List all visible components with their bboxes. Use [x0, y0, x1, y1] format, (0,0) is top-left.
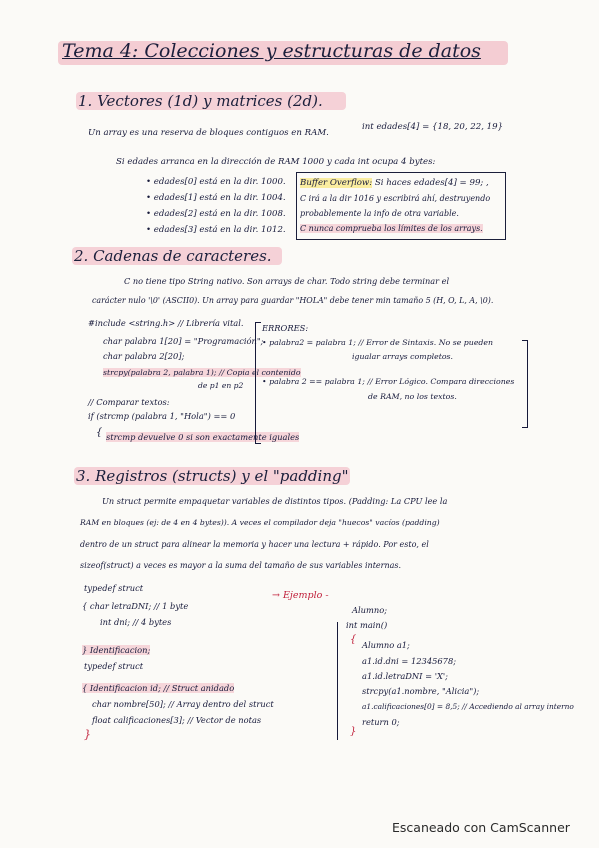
- scanner-footer: Escaneado con CamScanner: [392, 820, 570, 835]
- error-line: • palabra2 = palabra 1; // Error de Sintaxis. No se pueden: [262, 338, 494, 347]
- error-line: • palabra 2 == palabra 1; // Error Lógico. Compara direcciones: [262, 377, 515, 386]
- overflow-line: Si haces edades[4] = 99; ,: [374, 178, 489, 188]
- section3-line: Un struct permite empaquetar variables de distintos tipos. (Padding: La CPU lee la: [102, 496, 448, 506]
- code-line: #include <string.h> // Librería vital.: [88, 318, 244, 328]
- section2-line: C no tiene tipo String nativo. Son arrays de char. Todo string debe terminar el: [124, 276, 450, 286]
- divider-line: [337, 622, 338, 740]
- overflow-title: Buffer Overflow:: [300, 178, 373, 188]
- overflow-title-row: [300, 178, 489, 188]
- address-line: • edades[0] está en la dir. 1000.: [146, 177, 286, 187]
- struct-code-line: } Identificacion;: [82, 645, 151, 655]
- main-code-line: a1.calificaciones[0] = 8,5; // Accediendo al array interno: [362, 702, 574, 711]
- section3-line: RAM en bloques (ej: de 4 en 4 bytes)). A veces el compilador deja "huecos" vacíos (padding): [80, 518, 440, 527]
- address-line: • edades[2] está en la dir. 1008.: [146, 209, 286, 219]
- code-line: char palabra 1[20] = "Programación";: [103, 336, 264, 346]
- struct-code-line: int dni; // 4 bytes: [100, 617, 172, 627]
- section2-line: carácter nulo '\0' (ASCII0). Un array para guardar "HOLA" debe tener min tamaño 5 (H, O, L, A, \0).: [92, 296, 494, 305]
- main-code-line: a1.id.letraDNI = 'X';: [362, 671, 448, 681]
- section3-heading: 3. Registros (structs) y el "padding": [76, 467, 349, 485]
- struct-code-line: char nombre[50]; // Array dentro del struct: [92, 699, 274, 709]
- errors-title: ERRORES:: [262, 323, 309, 333]
- overflow-line: C nunca comprueba los límites de los arrays.: [300, 224, 483, 233]
- main-code-brace: {: [350, 634, 357, 645]
- main-code-line: int main(): [346, 620, 388, 630]
- example-label: → Ejemplo -: [272, 590, 329, 601]
- code-line: strcpy(palabra 2, palabra 1); // Copia el contenido: [103, 368, 301, 377]
- section1-intro-code: int edades[4] = {18, 20, 22, 19}: [362, 122, 504, 132]
- code-line: if (strcmp (palabra 1, "Hola") == 0: [88, 411, 236, 421]
- struct-code-line: float calificaciones[3]; // Vector de notas: [92, 715, 262, 725]
- main-code-line: return 0;: [362, 717, 400, 727]
- section3-line: dentro de un struct para alinear la memoria y hacer una lectura + rápido. Por esto, el: [80, 540, 429, 549]
- code-line: strcmp devuelve 0 si son exactamente iguales: [106, 432, 300, 442]
- struct-code-line: typedef struct: [84, 583, 144, 593]
- section2-heading: 2. Cadenas de caracteres.: [74, 247, 272, 265]
- section1-intro: Un array es una reserva de bloques contiguos en RAM.: [88, 128, 329, 138]
- main-code-line: strcpy(a1.nombre, "Alicia");: [362, 686, 480, 696]
- struct-code-line: { char letraDNI; // 1 byte: [82, 601, 189, 611]
- section3-line: sizeof(struct) a veces es mayor a la suma del tamaño de sus variables internas.: [80, 561, 402, 570]
- address-line: • edades[3] está en la dir. 1012.: [146, 225, 286, 235]
- section1-heading: 1. Vectores (1d) y matrices (2d).: [78, 92, 323, 110]
- main-code-line: Alumno a1;: [362, 640, 410, 650]
- struct-code-brace: }: [84, 728, 91, 741]
- error-line: igualar arrays completos.: [352, 352, 453, 361]
- page-title: Tema 4: Colecciones y estructuras de datos: [62, 40, 481, 62]
- errors-bracket-right: [522, 340, 528, 428]
- section1-assumption: Si edades arranca en la dirección de RAM 1000 y cada int ocupa 4 bytes:: [116, 157, 436, 167]
- error-line: de RAM, no los textos.: [368, 392, 457, 401]
- struct-code-line: { Identificacion id; // Struct anidado: [82, 683, 235, 693]
- address-line: • edades[1] está en la dir. 1004.: [146, 193, 286, 203]
- main-code-brace: }: [350, 726, 357, 737]
- code-brace: {: [96, 427, 103, 438]
- main-code-line: Alumno;: [352, 605, 387, 615]
- main-code-line: a1.id.dni = 12345678;: [362, 656, 457, 666]
- code-line: de p1 en p2: [198, 381, 244, 390]
- code-comment: // Comparar textos:: [88, 397, 170, 407]
- overflow-line: probablemente la info de otra variable.: [300, 209, 459, 218]
- struct-code-line: typedef struct: [84, 661, 144, 671]
- errors-bracket-left: [255, 322, 261, 444]
- overflow-line: C irá a la dir 1016 y escribirá ahí, destruyendo: [300, 194, 491, 203]
- code-line: char palabra 2[20];: [103, 351, 185, 361]
